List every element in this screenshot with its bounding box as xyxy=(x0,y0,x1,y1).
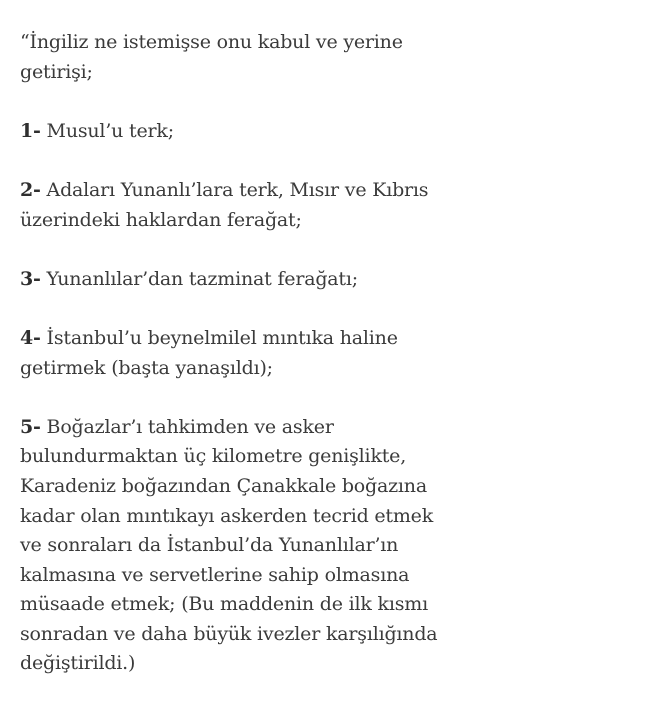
list-item-4 xyxy=(20,324,450,383)
list-item-5 xyxy=(20,413,450,679)
item-text: Boğazlar’ı tahkimden ve asker bulundurmaktan üç kilometre genişlikte, Karadeniz boğazından Çanakkale boğazına kadar olan mıntıkayı askerden tecrid etmek ve sonraları da İstanbul’da Yunanlılar’ın kalmasına ve servetlerine sahip olmasına müsaade etmek; (Bu maddenin de ilk kısmı sonradan ve daha büyük ivezler karşılığında değiştirildi.) xyxy=(20,415,438,675)
item-number: 4- xyxy=(20,326,41,349)
item-number: 3- xyxy=(20,267,41,290)
item-text: Musul’u terk; xyxy=(40,119,174,142)
item-text: Adaları Yunanlı’lara terk, Mısır ve Kıbrıs üzerindeki haklardan ferağat; xyxy=(20,178,429,231)
intro-paragraph: “İngiliz ne istemişse onu kabul ve yerine getirişi; xyxy=(20,31,403,83)
item-text: Yunanlılar’dan tazminat ferağatı; xyxy=(40,267,358,290)
list-item-1 xyxy=(20,117,450,147)
item-number: 5- xyxy=(20,415,41,438)
item-number: 2- xyxy=(20,178,41,201)
item-number: 1- xyxy=(20,119,41,142)
item-text: İstanbul’u beynelmilel mıntıka haline getirmek (başta yanaşıldı); xyxy=(20,326,398,379)
list-item-3 xyxy=(20,265,450,295)
list-item-2 xyxy=(20,176,450,235)
article-body xyxy=(20,28,450,709)
